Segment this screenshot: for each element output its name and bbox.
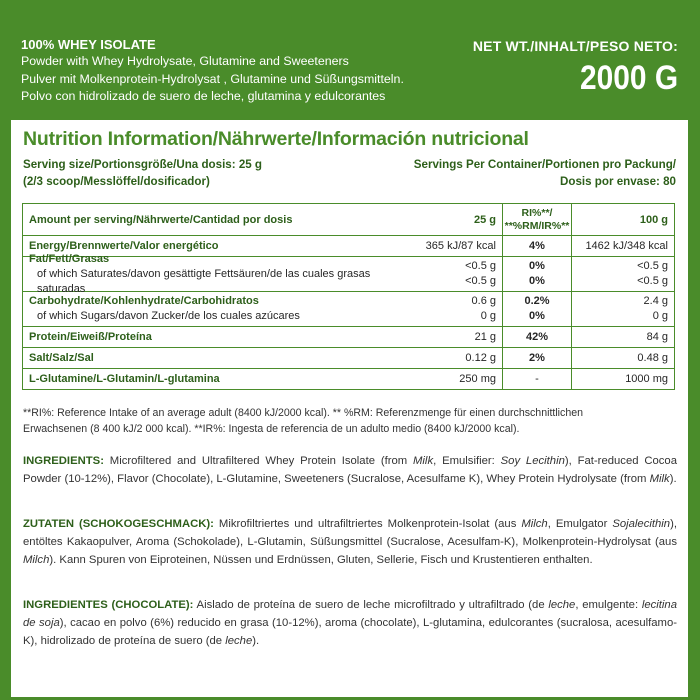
ingredients-es-text-d: ).	[252, 635, 260, 647]
allergen-milk: Milk	[413, 455, 434, 467]
carbs-serving-values	[394, 292, 502, 326]
fat-serving: <0.5 g	[465, 260, 496, 272]
net-weight-block	[473, 38, 678, 98]
ingredients-de-text-d: ). Kann Spuren von Eiproteinen, Nüssen und Erdnüssen, Gluten, Sellerie, Fisch und Krustentieren enthalten.	[49, 554, 593, 566]
serving-size-text: Serving size/Portionsgröße/Una dosis: 25 g	[23, 158, 263, 171]
saturates-per100: <0.5 g	[637, 275, 668, 287]
table-row-fat	[23, 252, 674, 295]
label-header	[0, 0, 700, 122]
table-row-carbs	[23, 291, 674, 326]
ingredients-es-label: INGREDIENTES (CHOCOLATE):	[23, 599, 194, 611]
net-weight-label: NET WT./INHALT/PESO NETO:	[472, 38, 678, 54]
footnote-line2: Erwachsenen (8 400 kJ/2 000 kcal). **IR%: Ingesta de referencia de un adulto medio (8400 kJ/2000 kcal).	[23, 423, 520, 435]
ingredients-en	[23, 452, 677, 488]
carbs-labels	[23, 292, 394, 326]
ingredients-de-text-b: , Emulgator	[547, 518, 613, 530]
nutrition-table	[22, 203, 675, 390]
ingredients-en-text-c: ), Fat-reduced Cocoa Powder (10-12%), Flavor (Chocolate), L-Glutamine, Sweeteners (Sucralose, Acesulfame K), Whey Protein Hydrolysate (from	[23, 455, 677, 485]
ri-footnote	[23, 405, 673, 437]
allergen-leche: leche	[548, 599, 576, 611]
table-row-protein	[23, 326, 674, 347]
fat-per100-values	[572, 257, 674, 291]
header-per-serving: 25 g	[473, 213, 496, 226]
carbs-per100-values	[572, 292, 674, 326]
info-panel	[11, 120, 688, 697]
fat-ri-values	[502, 257, 572, 291]
ingredients-de-text-c: ), entöltes Kakaopulver, Aroma (Schokolade), L-Glutamin, Süßungsmittel (Sucralose, Acesulfam-K), Molkenprotein-Hydrolysat (aus	[23, 518, 677, 548]
product-title: 100% WHEY ISOLATE	[21, 37, 156, 52]
header-per-100: 100 g	[639, 213, 668, 226]
serving-scoop-text: (2/3 scoop/Messlöffel/dosificador)	[23, 175, 210, 188]
header-ri-line1: RI%**/	[521, 206, 553, 219]
ingredients-en-text-a: Microfiltered and Ultrafiltered Whey Protein Isolate (from	[103, 455, 414, 467]
ingredients-es-text-b: , emulgente:	[575, 599, 642, 611]
salt-serving: 0.12 g	[465, 352, 496, 364]
servings-per-container-text: Servings Per Container/Portionen pro Packung/	[413, 158, 676, 171]
glutamine-serving: 250 mg	[459, 373, 496, 385]
servings-count-text: Dosis por envase: 80	[560, 175, 676, 188]
glutamine-ri: -	[502, 369, 572, 389]
allergen-soy: Soy Lecithin	[500, 455, 565, 467]
ingredients-es-text-c: ), cacao en polvo (6%) reducido en grasa (10-12%), aroma (chocolate), L-glutamina, edulcorantes (sucralosa, acesulfamo-K), hidrolizado de proteína de suero (de	[23, 617, 677, 647]
saturates-label: of which Saturates/davon gesättigte Fettsäuren/de las cuales grasas saturadas	[37, 267, 371, 295]
sugars-label: of which Sugars/davon Zucker/de los cuales azúcares	[37, 310, 300, 322]
glutamine-per100: 1000 mg	[625, 373, 668, 385]
header-ri	[502, 204, 572, 235]
salt-per100: 0.48 g	[637, 352, 668, 364]
allergen-milch-2: Milch	[23, 554, 50, 566]
fat-serving-values	[394, 257, 502, 291]
carbs-label: Carbohydrate/Kohlenhydrate/Carbohidratos	[29, 295, 259, 307]
ingredients-en-text-b: , Emulsifier:	[433, 455, 501, 467]
ingredients-es-text-a: Aislado de proteína de suero de leche microfiltrado y ultrafiltrado (de	[193, 599, 549, 611]
table-row-glutamine	[23, 368, 674, 389]
product-desc-en: Powder with Whey Hydrolysate, Glutamine and Sweeteners	[21, 54, 349, 68]
sugars-ri: 0%	[529, 310, 545, 322]
carbs-serving: 0.6 g	[471, 295, 496, 307]
protein-label: Protein/Eiweiß/Proteína	[29, 331, 152, 343]
energy-label: Energy/Brennwerte/Valor energético	[29, 240, 219, 252]
sugars-serving: 0 g	[480, 310, 496, 322]
energy-ri: 4%	[502, 236, 572, 256]
protein-ri: 42%	[502, 327, 572, 347]
net-weight-value: 2000 G	[579, 59, 678, 97]
ingredients-en-label: INGREDIENTS:	[23, 455, 104, 467]
carbs-per100: 2.4 g	[643, 295, 668, 307]
carbs-ri-values	[502, 292, 572, 326]
protein-serving: 21 g	[474, 331, 496, 343]
saturates-serving: <0.5 g	[465, 275, 496, 287]
sugars-per100: 0 g	[652, 310, 668, 322]
fat-label: Fat/Fett/Grasas	[29, 252, 110, 265]
ingredients-de-text-a: Mikrofiltriertes und ultrafiltriertes Molkenprotein-Isolat (aus	[213, 518, 522, 530]
ingredients-de-label: ZUTATEN (SCHOKOGESCHMACK):	[23, 518, 214, 530]
footnote-line1: **RI%: Reference Intake of an average adult (8400 kJ/2000 kcal). ** %RM: Referenzmenge für einen durchschnittlichen	[23, 407, 584, 419]
allergen-soja-es: lecitina de soja	[23, 599, 677, 629]
ingredients-en-text-d: ).	[669, 473, 677, 485]
nutrition-title: Nutrition Information/Nährwerte/Información nutricional	[23, 128, 529, 150]
allergen-leche-2: leche	[225, 635, 253, 647]
header-ri-line2: **%RM/IR%**	[504, 219, 570, 232]
product-description	[21, 36, 461, 106]
product-desc-es: Polvo con hidrolizado de suero de leche, glutamina y edulcorantes	[21, 89, 386, 104]
header-amount-label: Amount per serving/Nährwerte/Cantidad por dosis	[29, 213, 293, 226]
salt-label: Salt/Salz/Sal	[29, 352, 94, 364]
protein-per100: 84 g	[646, 331, 668, 343]
serving-size	[23, 156, 262, 190]
saturates-ri: 0%	[529, 275, 545, 287]
fat-ri: 0%	[529, 260, 545, 272]
table-header-row	[23, 204, 674, 235]
allergen-milch: Milch	[521, 518, 548, 530]
servings-per-container	[414, 156, 676, 190]
ingredients-de	[23, 515, 677, 569]
energy-per100: 1462 kJ/348 kcal	[585, 240, 668, 252]
salt-ri: 2%	[502, 348, 572, 368]
table-row-salt	[23, 347, 674, 368]
glutamine-label: L-Glutamine/L-Glutamin/L-glutamina	[29, 373, 220, 385]
fat-per100: <0.5 g	[637, 260, 668, 272]
carbs-ri: 0.2%	[524, 295, 550, 307]
allergen-soja: Sojalecithin	[612, 518, 671, 530]
fat-labels	[23, 252, 394, 295]
allergen-milk-2: Milk	[649, 473, 670, 485]
ingredients-es	[23, 596, 677, 650]
energy-serving: 365 kJ/87 kcal	[425, 240, 496, 252]
product-desc-de: Pulver mit Molkenprotein-Hydrolysat , Glutamine und Süßungsmitteln.	[21, 71, 404, 86]
